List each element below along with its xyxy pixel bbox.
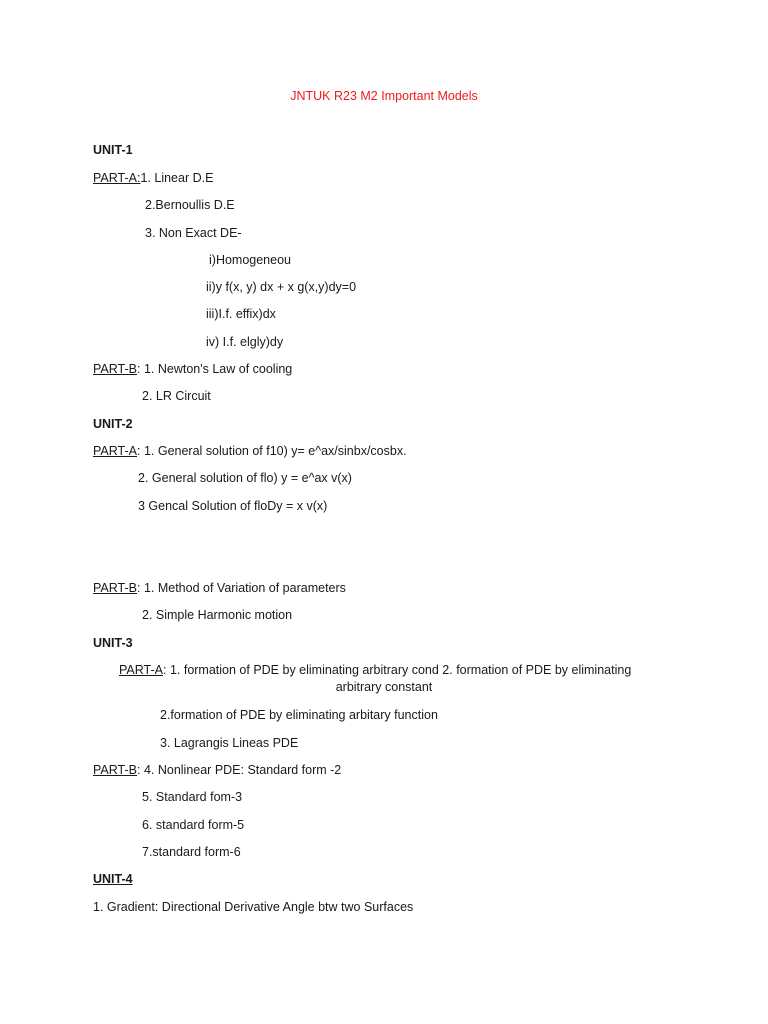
- unit1-parta-item-3: 3. Non Exact DE-: [145, 226, 242, 240]
- document-title: JNTUK R23 M2 Important Models: [290, 89, 478, 103]
- unit3-parta-line-2: arbitrary constant: [335, 680, 433, 694]
- unit1-partb-item-2: 2. LR Circuit: [142, 389, 211, 403]
- unit4-item-1: 1. Gradient: Directional Derivative Angle btw two Surfaces: [93, 900, 414, 914]
- unit3-partb-item-2: 5. Standard fom-3: [142, 790, 243, 804]
- unit1-nonexact-item-1: i)Homogeneou: [209, 253, 291, 267]
- unit3-parta-item-1: 2.formation of PDE by eliminating arbitary function: [160, 708, 438, 722]
- unit2-parta-item-2: 2. General solution of flo) y = e^ax v(x): [138, 471, 352, 485]
- unit1-parta-label: PART-A:: [93, 171, 141, 185]
- unit3-parta-line-1: : 1. formation of PDE by eliminating arbitrary cond 2. formation of PDE by eliminating: [163, 663, 632, 677]
- unit2-parta-item-3: 3 Gencal Solution of floDy = x v(x): [138, 499, 328, 513]
- unit1-nonexact-item-4: iv) I.f. elgly)dy: [206, 335, 284, 349]
- unit2-parta-item-1: : 1. General solution of f10) y= e^ax/sinbx/cosbx.: [137, 444, 407, 458]
- unit2-partb-label: PART-B: [93, 581, 137, 595]
- unit1-partb-item-1: : 1. Newton's Law of cooling: [137, 362, 293, 376]
- unit2-parta-label: PART-A: [93, 444, 137, 458]
- unit3-parta-item-2: 3. Lagrangis Lineas PDE: [160, 736, 299, 750]
- unit1-heading: UNIT-1: [93, 143, 133, 157]
- unit3-parta-label: PART-A: [119, 663, 163, 677]
- unit3-heading: UNIT-3: [93, 636, 133, 650]
- unit1-partb-label: PART-B: [93, 362, 137, 376]
- unit4-heading: UNIT-4: [93, 872, 133, 886]
- unit1-partb-line: [93, 361, 292, 377]
- unit3-parta-line: [119, 662, 631, 678]
- unit3-partb-label: PART-B: [93, 763, 137, 777]
- unit3-partb-item-1: : 4. Nonlinear PDE: Standard form -2: [137, 763, 342, 777]
- unit2-partb-item-2: 2. Simple Harmonic motion: [142, 608, 293, 622]
- unit1-parta-item-2: 2.Bernoullis D.E: [145, 198, 235, 212]
- unit2-heading: UNIT-2: [93, 417, 133, 431]
- unit1-parta-line: [93, 170, 213, 186]
- unit3-partb-item-4: 7.standard form-6: [142, 845, 241, 859]
- unit2-partb-line: [93, 580, 346, 596]
- unit1-nonexact-item-3: iii)I.f. effix)dx: [206, 307, 276, 321]
- unit2-parta-line: [93, 443, 407, 459]
- unit1-parta-item-1: 1. Linear D.E: [140, 171, 214, 185]
- unit2-partb-item-1: : 1. Method of Variation of parameters: [137, 581, 346, 595]
- unit3-partb-item-3: 6. standard form-5: [142, 818, 245, 832]
- unit3-partb-line: [93, 762, 341, 778]
- unit1-nonexact-item-2: ii)y f(x, y) dx + x g(x,y)dy=0: [206, 280, 357, 294]
